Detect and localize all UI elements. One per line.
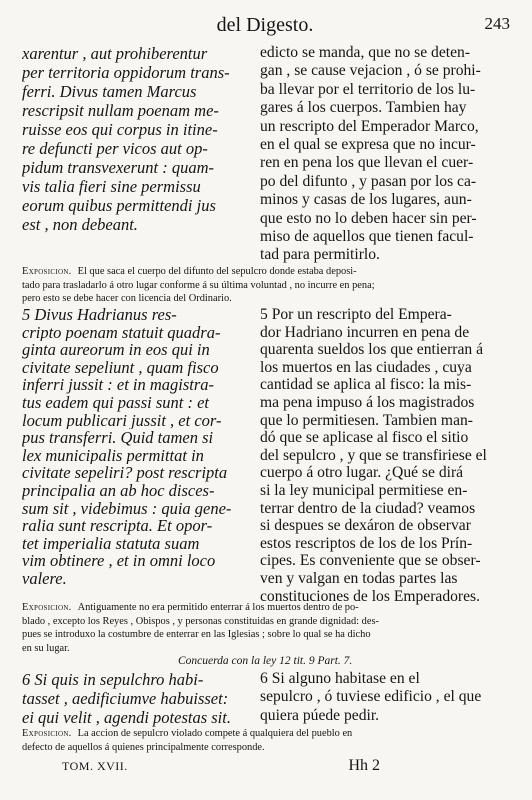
section-1 [22,44,510,265]
exposicion-3 [22,727,510,754]
spanish-line: quiera púede pedir. [260,706,380,724]
exposicion-line: tado para trasladarlo á otro lugar conforme á su última voluntad , no incurre en pena; [22,279,375,291]
latin-line: ei qui velit , agendi potestas sit. [22,708,231,727]
exposicion-label: Exposicion. [22,266,72,277]
spanish-line: ma pena impuso á los magistrados [260,393,475,411]
latin-line: civitate sepeliri? post rescripta [22,464,228,482]
spanish-column [260,306,510,605]
spanish-line: del sepulcro , y que se transfiriese el [260,446,487,464]
spanish-line: po del difunto , y pasan por los ca- [260,172,477,190]
spanish-line: gares á los cuerpos. Tambien hay [260,99,467,117]
exposicion-line [22,265,510,279]
exposicion-line: pues se introduxo la costumbre de enterrar en las Iglesias ; sobre lo qual se ha dicho [22,629,371,640]
latin-line: sum sit , videbimus : quia gene- [22,499,232,518]
exposicion-line [22,727,510,741]
latin-line: principalia an ab hoc disces- [22,481,215,500]
exposicion-text: El que saca el cuerpo del difunto del sepulcro donde estaba deposi- [77,266,357,277]
spanish-line: cantidad se aplica al fisco: la mis- [260,376,472,394]
spanish-line: gan , se cause vejacion , ó se prohi- [260,62,481,80]
latin-line: civitate sepeliunt , quam fisco [22,358,219,377]
latin-line: cripto poenam statuit quadra- [22,323,221,342]
latin-line: re defuncti per vicos aut op- [22,139,208,158]
spanish-column [260,670,510,727]
spanish-line: estos rescriptos de los de los Prín- [260,534,473,552]
latin-line: valere. [22,569,67,588]
spanish-line: cuerpo á otro lugar. ¿Qué se dirá [260,464,464,482]
spanish-line: en el qual se expresa que no incur- [260,136,476,154]
latin-line: ruisse eos qui corpus in itine- [22,120,218,139]
spanish-line: terrar dentro de la ciudad? veamos [260,499,476,517]
spanish-line: sepulcro , ó tuviese edificio , el que [260,688,482,706]
signature-mark: Hh 2 [348,757,380,774]
spanish-line: ba llevar por el territorio de los lu- [260,80,476,98]
spanish-line: dor Hadriano incurren en pena de [260,323,470,341]
exposicion-label: Exposicion. [22,728,72,739]
spanish-line: ven y valgan en todas partes las [260,569,458,587]
latin-line: rescripsit nullam poenam me- [22,101,219,120]
latin-line: eorum quibus permittendi jus [22,196,216,215]
spanish-line: tad para permitirlo. [260,246,380,264]
spanish-line: quarenta sueldos los que entierran á [260,341,483,359]
latin-line: pidum transvexerunt : quam- [22,158,215,177]
latin-line: vim obtinere , et in omni loco [22,552,216,570]
exposicion-2 [22,601,510,655]
exposicion-line [22,601,510,615]
latin-line: ferri. Divus tamen Marcus [22,82,197,101]
spanish-line: cipes. Es conveniente que se obser- [260,552,481,570]
spanish-line: ren en pena los que llevan el cuer- [260,154,474,172]
latin-column [22,44,258,265]
running-title: del Digesto. [216,14,314,36]
running-header [20,14,510,40]
exposicion-text: Antiguamente no era permitido enterrar á los muertos dentro de po- [77,602,359,613]
spanish-line: 5 Por un rescripto del Empera- [260,306,452,323]
spanish-line: los muertos en las ciudades , cuya [260,358,472,376]
latin-line: inferri jussit : et in magistra- [22,376,215,394]
latin-line: 6 Si quis in sepulchro habi- [22,670,204,689]
latin-line: xarentur , aut prohiberentur [22,44,208,63]
page-footer [62,759,472,779]
spanish-line: edicto se manda, que no se deten- [260,44,471,61]
spanish-line: miso de aquellos que tienen facul- [260,228,474,246]
latin-line: 5 Divus Hadrianus res- [22,306,177,324]
spanish-line: un rescripto del Emperador Marco, [260,117,479,135]
spanish-line: 6 Si alguno habitase en el [260,670,420,687]
page-number: 243 [484,14,510,33]
spanish-line: dó que se aplicase al fisco el sitio [260,429,469,447]
spanish-line: si la ley municipal permitiese en- [260,481,468,499]
concordance-note: Concuerda con la ley 12 tit. 9 Part. 7. [178,655,353,667]
exposicion-line: blado , excepto los Reyes , Obispos , y personas constituidas en grande dignidad: des- [22,615,379,627]
exposicion-text: La accion de sepulcro violado compete á qualquiera del pueblo en [77,728,353,739]
latin-line: per territoria oppidorum trans- [22,63,230,82]
latin-line: tet imperialia statuta suam [22,534,200,553]
latin-column [22,670,258,727]
spanish-line: constituciones de los Emperadores. [260,587,480,605]
volume-label: TOM. XVII. [62,759,128,773]
latin-line: lex municipalis permittat in [22,446,204,465]
latin-line: ginta aureorum in eos qui in [22,341,210,359]
exposicion-label: Exposicion. [22,602,72,613]
latin-line: vis talia fieri sine permissu [22,177,201,196]
latin-line: tasset , aedificiumve habuisset: [22,689,229,708]
latin-line: tus eadem qui passi sunt : et [22,393,209,412]
latin-line: ralia sunt rescripta. Et opor- [22,517,213,535]
spanish-line: si despues se dexáron de observar [260,517,471,535]
spanish-line: que lo permitiesen. Tambien man- [260,411,473,429]
latin-line: locum publicari jussit , et cor- [22,411,222,430]
section-5 [22,306,510,605]
exposicion-line: defecto de aquellos á quienes principalmente corresponde. [22,741,265,753]
exposicion-line: en su lugar. [22,642,70,654]
exposicion-1 [22,265,510,306]
exposicion-line: pero esto se debe hacer con licencia del Ordinario. [22,293,232,304]
latin-line: pus transferri. Quid tamen si [22,429,214,447]
spanish-line: minos y casas de los lugares, aun- [260,191,472,209]
latin-line: est , non debeant. [22,215,138,234]
section-6 [22,670,510,727]
latin-column [22,306,258,605]
spanish-column [260,44,510,265]
spanish-line: que esto no lo deben hacer sin per- [260,209,477,227]
